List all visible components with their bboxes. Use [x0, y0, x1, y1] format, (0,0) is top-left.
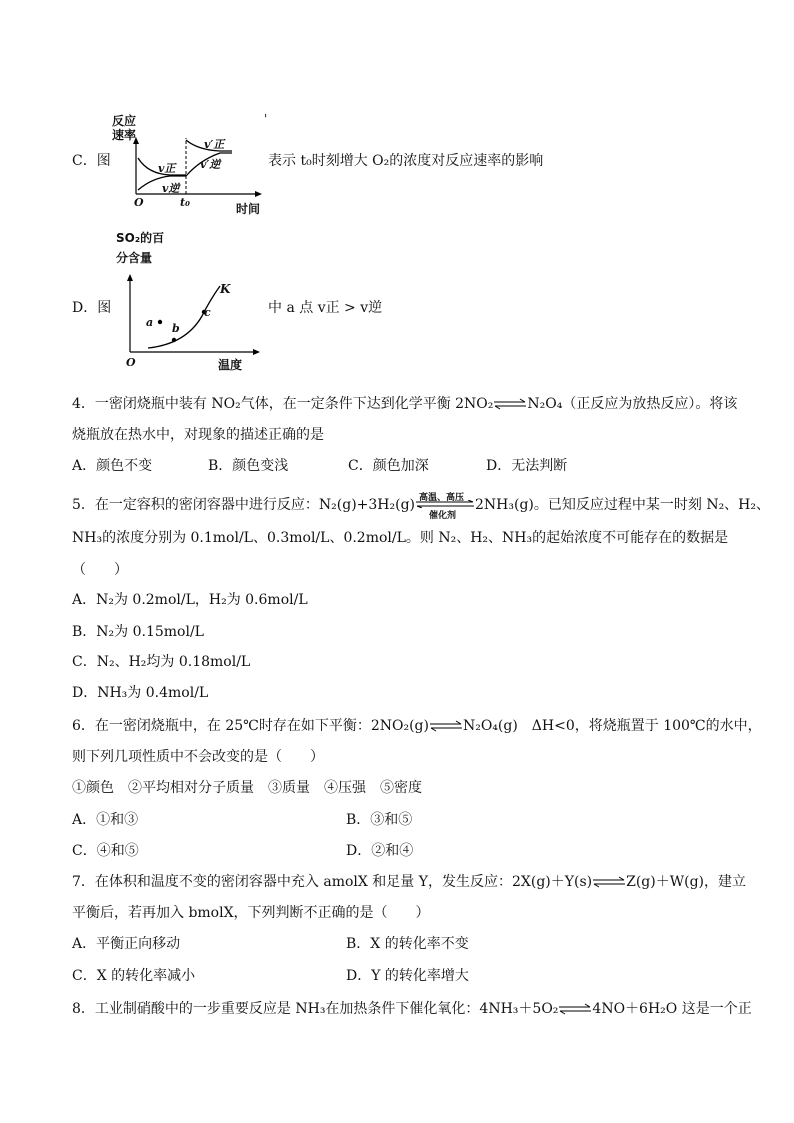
q7-stem-line2: 平衡后，若再加入 bmolX，下列判断不正确的是（ ） — [72, 905, 430, 921]
q5-stem-part1: 5．在一定容积的密闭容器中进行反应：N₂(g)+3H₂(g) — [72, 497, 415, 513]
q4-stem-part1: 4．一密闭烧瓶中装有 NO₂气体，在一定条件下达到化学平衡 2NO₂ — [72, 396, 494, 412]
point-a-dot — [158, 320, 162, 324]
rate-time-graph — [108, 110, 268, 216]
q5-stem-part2: 2NH₃(g)。已知反应过程中某一时刻 N₂、H₂、 — [475, 497, 770, 513]
q6-stem-part1: 6．在一密闭烧瓶中，在 25℃时存在如下平衡：2NO₂(g) — [72, 718, 429, 734]
point-c-label: c — [204, 306, 211, 319]
v-forward-label: v正 — [158, 162, 176, 175]
so2-temperature-graph-svg — [116, 268, 266, 376]
q7-stem-part2: Z(g)＋W(g)，建立 — [626, 874, 746, 890]
q5-stem-line2: NH₃的浓度分别为 0.1mol/L、0.3mol/L、0.2mol/L。则 N₂、H₂、NH₃的起始浓度不可能存在的数据是 — [72, 530, 729, 546]
q7-option-c[interactable]: C．X 的转化率减小 — [72, 968, 196, 984]
q6-properties-list: ①颜色 ②平均相对分子质量 ③质量 ④压强 ⑤密度 — [72, 780, 422, 796]
q6-option-c[interactable]: C．④和⑤ — [72, 843, 139, 859]
q8-stem-part1: 8．工业制硝酸中的一步重要反应是 NH₃在加热条件下催化氧化：4NH₃＋5O₂ — [72, 1001, 559, 1017]
q4-option-b[interactable]: B．颜色变浅 — [208, 458, 289, 474]
q8-stem-line1 — [72, 999, 752, 1019]
x-axis-arrow — [255, 191, 262, 197]
q4-option-c[interactable]: C．颜色加深 — [348, 458, 429, 474]
origin-label: O — [134, 196, 144, 209]
q5-option-b[interactable]: B．N₂为 0.15mol/L — [72, 624, 204, 640]
q3-option-d-label: D．图 — [72, 300, 112, 316]
q6-option-d[interactable]: D．②和④ — [346, 843, 414, 859]
q3-option-c-label: C．图 — [72, 153, 111, 169]
q7-option-d[interactable]: D．Y 的转化率增大 — [346, 968, 469, 984]
condition-bottom-label: 催化剂 — [429, 511, 457, 521]
point-a-label: a — [146, 316, 154, 329]
q6-stem-part2: N₂O₄(g) ΔH<0，将烧瓶置于 100℃的水中， — [462, 718, 762, 734]
q4-option-d[interactable]: D．无法判断 — [486, 458, 568, 474]
v-reverse-label: v逆 — [162, 182, 180, 195]
q3-option-c-text: 表示 t₀时刻增大 O₂的浓度对反应速率的影响 — [268, 153, 544, 169]
equilibrium-arrow-icon — [429, 720, 463, 732]
v-forward-new-label: v′正 — [204, 138, 225, 151]
q4-stem-part2: N₂O₄（正反应为放热反应）。将该 — [527, 396, 738, 412]
point-b-dot — [172, 338, 176, 342]
so2-axis-label-1: SO₂的百 — [116, 231, 165, 245]
q6-option-b[interactable]: B．③和⑤ — [346, 812, 413, 828]
q5-option-d[interactable]: D．NH₃为 0.4mol/L — [72, 685, 209, 701]
x-axis-arrow — [253, 349, 260, 355]
q7-option-a[interactable]: A．平衡正向移动 — [72, 936, 181, 952]
q7-stem-part1: 7．在体积和温度不变的密闭容器中充入 amolX 和足量 Y，发生反应：2X(g)＋Y(s) — [72, 874, 593, 890]
q5-stem-line3: （ ） — [72, 562, 128, 578]
rate-axis-label-2: 速率 — [112, 128, 137, 142]
so2-temperature-graph — [116, 268, 266, 376]
origin-label: O — [126, 356, 136, 369]
equilibrium-arrow-icon — [592, 876, 626, 888]
so2-axis-label-2: 分含量 — [116, 251, 153, 265]
condition-top-label: 高温、高压 — [419, 493, 465, 503]
q6-stem-line2: 则下列几项性质中不会改变的是（ ） — [72, 749, 324, 765]
q4-stem-line2: 烧瓶放在热水中，对现象的描述正确的是 — [72, 427, 324, 443]
q4-stem-line1 — [72, 394, 737, 414]
reaction-condition-arrow — [415, 490, 475, 520]
q8-stem-part2: 4NO＋6H₂O 这是一个正 — [592, 1001, 752, 1017]
equilibrium-arrow-icon — [558, 1003, 592, 1015]
q4-option-a[interactable]: A．颜色不变 — [72, 458, 153, 474]
temperature-axis-label: 温度 — [218, 358, 243, 372]
time-axis-label: 时间 — [236, 202, 261, 216]
t0-label: t₀ — [180, 196, 190, 209]
stray-mark: ' — [264, 112, 268, 126]
q7-option-b[interactable]: B．X 的转化率不变 — [346, 936, 469, 952]
q5-option-a[interactable]: A．N₂为 0.2mol/L，H₂为 0.6mol/L — [72, 592, 308, 608]
q6-option-a[interactable]: A．①和③ — [72, 812, 139, 828]
y-axis-arrow — [127, 274, 133, 281]
q7-stem-line1 — [72, 872, 746, 892]
rate-axis-label-1: 反应 — [112, 114, 137, 128]
curve-k-label: K — [220, 282, 231, 296]
q3-option-d-text: 中 a 点 v正 > v逆 — [268, 300, 383, 316]
point-b-label: b — [172, 322, 180, 335]
v-reverse-new-label: v′逆 — [200, 158, 221, 171]
equilibrium-arrow-icon — [493, 398, 527, 410]
q5-option-c[interactable]: C．N₂、H₂均为 0.18mol/L — [72, 654, 251, 670]
q6-stem-line1 — [72, 716, 762, 736]
q5-stem-line1 — [72, 490, 770, 520]
